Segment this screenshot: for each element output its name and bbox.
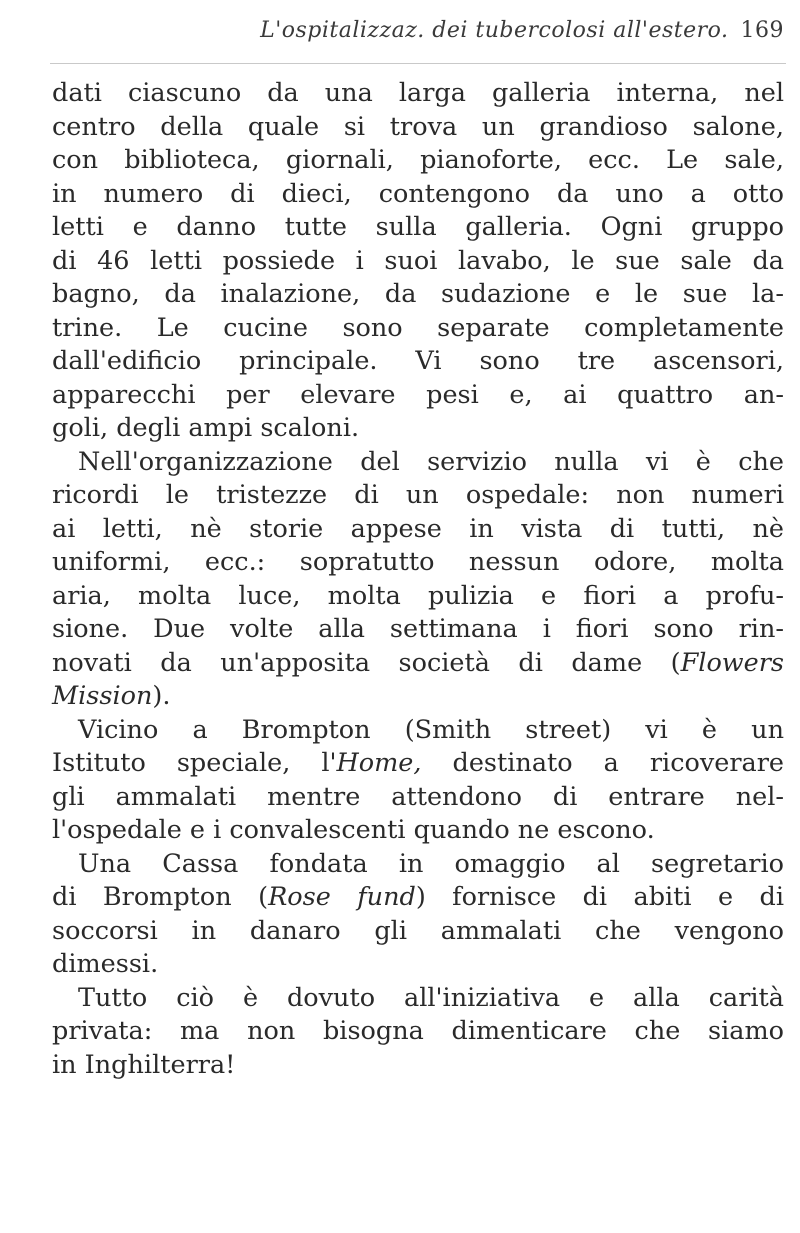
text-line: sione. Due volte alla settimana i fiori sono rin- <box>52 614 784 644</box>
text-line: privata: ma non bisogna dimenticare che siamo <box>52 1016 784 1046</box>
paragraph-end-line: goli, degli ampi scaloni. <box>52 413 360 443</box>
text-line: aria, molta luce, molta pulizia e fiori a profu- <box>52 580 784 611</box>
paragraph-start-line: Nell'organizzazione del servizio nulla vi è che <box>78 446 784 477</box>
text-line: trine. Le cucine sono separate completamente <box>52 312 784 343</box>
paragraph-end-line <box>52 680 784 714</box>
body-text <box>52 77 784 1082</box>
page-number: 169 <box>740 17 784 43</box>
paragraph-start-line: Vicino a Brompton (Smith street) vi è un <box>78 714 784 745</box>
text-line: ai letti, nè storie appese in vista di tutti, nè <box>52 513 784 544</box>
text-line: ricordi le tristezze di un ospedale: non numeri <box>52 480 784 510</box>
italic-term: Flowers <box>680 647 784 678</box>
running-head <box>100 10 784 50</box>
paragraph-end-line: l'ospedale e i convalescenti quando ne escono. <box>52 815 655 845</box>
text-fragment: novati da un'apposita società di dame ( <box>52 647 681 678</box>
paragraph-end-line: dimessi. <box>52 949 159 979</box>
text-fragment: ). <box>152 681 171 711</box>
text-line: dall'edificio principale. Vi sono tre ascensori, <box>52 346 784 376</box>
italic-term: Mission <box>52 681 153 711</box>
text-line: in numero di dieci, contengono da uno a otto <box>52 178 784 209</box>
text-line: apparecchi per elevare pesi e, ai quattro an- <box>52 379 784 410</box>
running-title: L'ospitalizzaz. dei tubercolosi all'estero. <box>260 17 729 43</box>
paragraph-start-line: Una Cassa fondata in omaggio al segretario <box>78 848 784 879</box>
text-line: centro della quale si trova un grandioso salone, <box>52 111 784 142</box>
italic-term: Home, <box>336 748 422 778</box>
text-line <box>52 647 784 681</box>
text-line: di 46 letti possiede i suoi lavabo, le sue sale da <box>52 245 784 276</box>
header-rule <box>50 63 786 64</box>
text-line: letti e danno tutte sulla galleria. Ogni gruppo <box>52 212 784 242</box>
text-line: soccorsi in danaro gli ammalati che vengono <box>52 915 784 946</box>
text-line: uniformi, ecc.: sopratutto nessun odore, molta <box>52 547 784 577</box>
text-fragment: di Brompton ( <box>52 882 269 912</box>
text-line: bagno, da inalazione, da sudazione e le sue la- <box>52 279 784 309</box>
paragraph-start-line: Tutto ciò è dovuto all'iniziativa e alla carità <box>78 982 784 1013</box>
paragraph-end-line: in Inghilterra! <box>52 1049 236 1080</box>
text-line <box>52 881 784 915</box>
text-fragment: destinato a ricoverare <box>421 748 784 778</box>
italic-term: Rose fund <box>268 882 416 912</box>
text-line <box>52 747 784 781</box>
text-line: con biblioteca, giornali, pianoforte, ecc. Le sale, <box>52 145 784 175</box>
text-line: dati ciascuno da una larga galleria interna, nel <box>52 78 784 108</box>
text-line: gli ammalati mentre attendono di entrare nel- <box>52 781 784 812</box>
text-fragment: ) fornisce di abiti e di <box>415 882 784 912</box>
text-fragment: Istituto speciale, l' <box>52 748 337 778</box>
